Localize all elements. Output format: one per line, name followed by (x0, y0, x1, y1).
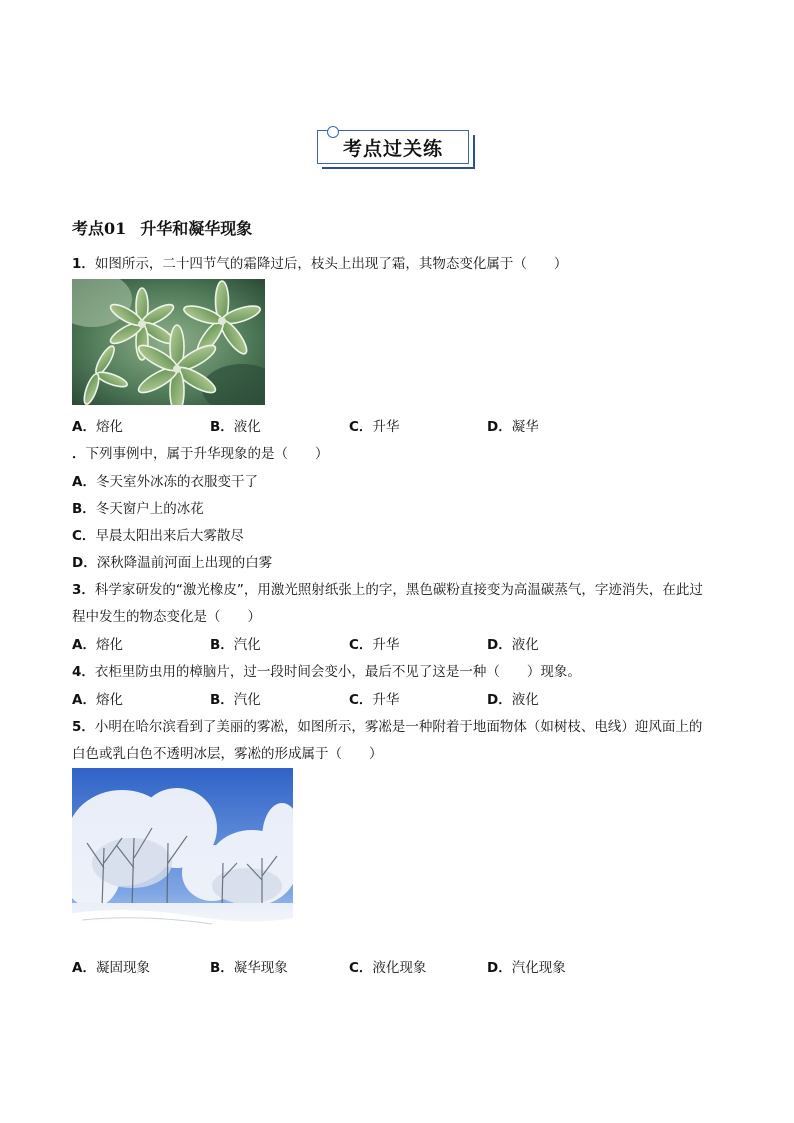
question-1-option-d (487, 415, 539, 435)
option-key: D． (487, 692, 512, 708)
option-text: 深秋降温前河面上出现的白雾 (96, 555, 273, 571)
option-text: 凝固现象 (95, 960, 150, 976)
question-3-number: 3． (72, 582, 95, 598)
question-1-number: 1． (72, 256, 95, 272)
section-heading (72, 216, 252, 239)
option-key: C． (349, 419, 373, 435)
question-5-number: 5． (72, 719, 95, 735)
option-key: B． (72, 501, 96, 517)
option-text: 早晨太阳出来后大雾散尽 (95, 528, 244, 544)
question-3-text-2: 程中发生的物态变化是（ ） (72, 609, 261, 625)
question-2-option-b (72, 497, 204, 517)
question-5-option-c (349, 956, 426, 976)
question-2-number: ． (72, 446, 86, 462)
question-3-option-c (349, 633, 399, 653)
option-text: 汽化 (233, 692, 261, 708)
section-code: 考点01 (72, 219, 127, 238)
section-banner (317, 126, 475, 168)
question-5-option-d (487, 956, 566, 976)
option-key: D． (72, 555, 97, 571)
question-2-stem (72, 442, 329, 462)
question-5-stem-line-1 (72, 715, 702, 735)
question-1-option-a (72, 415, 123, 435)
option-text: 液化现象 (372, 960, 427, 976)
option-text: 汽化现象 (511, 960, 566, 976)
question-4-option-b (210, 688, 261, 708)
section-title: 升华和凝华现象 (140, 219, 253, 238)
question-1-option-b (210, 415, 261, 435)
option-key: C． (349, 637, 373, 653)
question-3-option-a (72, 633, 123, 653)
option-key: A． (72, 692, 96, 708)
option-text: 冬天室外冰冻的衣服变干了 (95, 474, 258, 490)
question-4-option-c (349, 688, 399, 708)
option-key: A． (72, 474, 96, 490)
option-text: 熔化 (95, 637, 123, 653)
option-text: 升华 (372, 692, 400, 708)
question-4-option-d (487, 688, 539, 708)
rime-trees-image (72, 768, 293, 946)
option-key: A． (72, 637, 96, 653)
option-text: 熔化 (95, 692, 123, 708)
option-key: D． (487, 637, 512, 653)
option-key: D． (487, 419, 512, 435)
option-key: B． (210, 419, 234, 435)
question-4-option-a (72, 688, 123, 708)
option-key: B． (210, 692, 234, 708)
option-key: A． (72, 960, 96, 976)
question-3-option-b (210, 633, 261, 653)
option-key: C． (72, 528, 96, 544)
question-2-text: 下列事例中，属于升华现象的是（ ） (85, 446, 329, 462)
question-1-option-c (349, 415, 399, 435)
option-key: D． (487, 960, 512, 976)
option-text: 液化 (511, 637, 539, 653)
question-3-text-1: 科学家研发的“激光橡皮”，用激光照射纸张上的字，黑色碳粉直接变为高温碳蒸气，字迹消失，在此过 (94, 582, 703, 598)
question-4-text: 衣柜里防虫用的樟脑片，过一段时间会变小，最后不见了这是一种（ ）现象。 (94, 664, 581, 680)
option-text: 液化 (511, 692, 539, 708)
question-4-number: 4． (72, 664, 95, 680)
option-text: 凝华现象 (233, 960, 288, 976)
question-2-option-d (72, 551, 272, 571)
option-key: A． (72, 419, 96, 435)
question-3-stem-line-1 (72, 578, 703, 598)
question-4-stem (72, 660, 581, 680)
option-text: 凝华 (511, 419, 539, 435)
question-5-option-b (210, 956, 288, 976)
question-1-text: 如图所示，二十四节气的霜降过后，枝头上出现了霜，其物态变化属于（ ） (94, 256, 568, 272)
frosted-leaves-image (72, 279, 265, 405)
option-key: B． (210, 637, 234, 653)
option-key: B． (210, 960, 234, 976)
option-text: 升华 (372, 419, 400, 435)
question-1-stem (72, 252, 567, 272)
option-key: C． (349, 960, 373, 976)
question-5-stem-line-2 (72, 742, 383, 762)
option-text: 熔化 (95, 419, 123, 435)
question-3-stem-line-2 (72, 605, 261, 625)
option-text: 液化 (233, 419, 261, 435)
option-text: 汽化 (233, 637, 261, 653)
option-text: 冬天窗户上的冰花 (95, 501, 204, 517)
question-2-option-c (72, 524, 244, 544)
question-3-option-d (487, 633, 539, 653)
question-5-option-a (72, 956, 150, 976)
question-2-option-a (72, 470, 258, 490)
question-5-text-2: 白色或乳白色不透明冰层，雾凇的形成属于（ ） (72, 746, 383, 762)
option-key: C． (349, 692, 373, 708)
option-text: 升华 (372, 637, 400, 653)
banner-title: 考点过关练 (342, 138, 443, 160)
question-5-text-1: 小明在哈尔滨看到了美丽的雾凇，如图所示，雾凇是一种附着于地面物体（如树枝、电线）迎风面上的 (94, 719, 703, 735)
